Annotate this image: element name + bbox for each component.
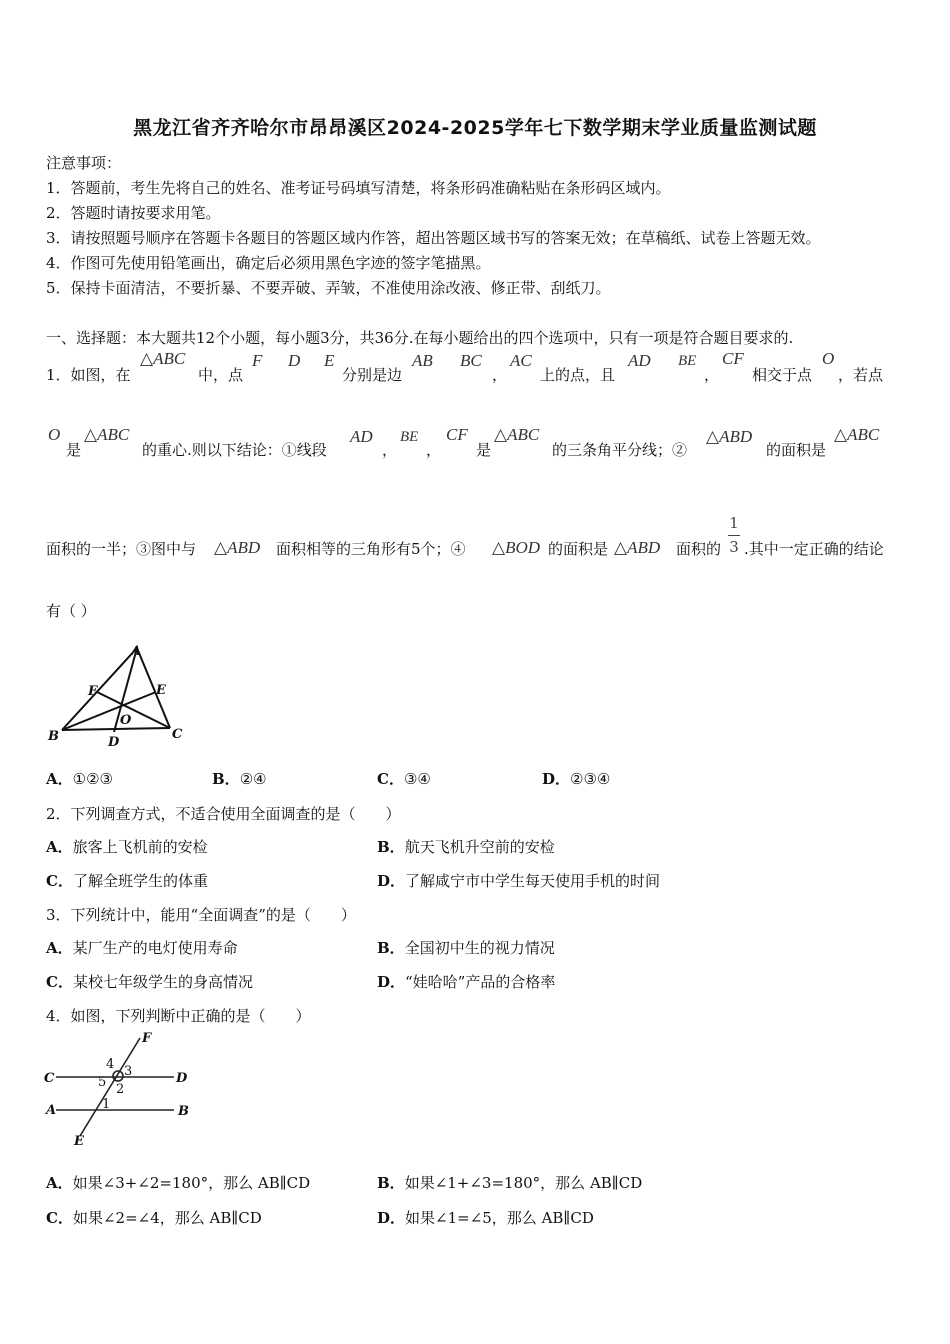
math-tri-abc: △ABC	[140, 349, 186, 368]
label-c: C	[172, 727, 183, 742]
label-f: F	[88, 684, 98, 699]
q1-text: 的重心.则以下结论：①线段	[142, 441, 327, 459]
q1-text: 的面积是	[548, 540, 609, 558]
q3-option-a[interactable]: A．某厂生产的电灯使用寿命	[46, 939, 238, 957]
math-o: O	[48, 425, 61, 444]
notice-item: 4．作图可先使用铅笔画出，确定后必须用黑色字迹的签字笔描黑。	[46, 254, 491, 272]
q2-option-b[interactable]: B．航天飞机升空前的安检	[377, 838, 555, 856]
label-b: B	[178, 1104, 189, 1119]
label-o: O	[120, 713, 132, 728]
q1-text: 面积的一半；③图中与	[46, 540, 197, 558]
angle-5: 5	[98, 1075, 107, 1090]
q1-text: 分别是边	[342, 366, 403, 384]
q1-text: ，若点	[838, 366, 884, 384]
angle-3: 3	[124, 1064, 133, 1079]
fraction-denominator: 3	[729, 538, 739, 556]
q2-option-d[interactable]: D．了解咸宁市中学生每天使用手机的时间	[377, 872, 661, 890]
q1-triangle-figure	[44, 640, 194, 752]
q2-option-a[interactable]: A．旅客上飞机前的安检	[46, 838, 208, 856]
math-tri-abd: △ABD	[614, 538, 661, 557]
q1-option-c[interactable]: C．③④	[377, 770, 431, 788]
q1-text: 的面积是	[766, 441, 827, 459]
q3-option-c[interactable]: C．某校七年级学生的身高情况	[46, 973, 253, 991]
q1-number: 1．如图，在	[46, 366, 131, 384]
math-tri-bod: △BOD	[492, 538, 541, 557]
label-b: B	[48, 729, 59, 744]
q1-option-b[interactable]: B．②④	[212, 770, 267, 788]
q1-comma: ，	[704, 366, 720, 384]
notice-item: 3．请按照题号顺序在答题卡各题目的答题区域内作答，超出答题区域书写的答案无效；在草稿纸、试卷上答题无效。	[46, 229, 821, 247]
q1-text: 相交于点	[752, 366, 813, 384]
math-ac: AC	[510, 351, 532, 370]
q3-stem: 3．下列统计中，能用“全面调查”的是（ ）	[46, 906, 356, 924]
math-e: E	[324, 351, 335, 370]
math-o: O	[822, 349, 835, 368]
math-f: F	[252, 351, 263, 370]
q2-option-c[interactable]: C．了解全班学生的体重	[46, 872, 208, 890]
q4-option-d[interactable]: D．如果∠1=∠5，那么 AB∥CD	[377, 1209, 594, 1227]
q4-lines-figure	[40, 1030, 200, 1148]
math-ad: AD	[628, 351, 651, 370]
q1-comma: ，	[426, 441, 442, 459]
q1-option-d[interactable]: D．②③④	[542, 770, 611, 788]
q1-option-a[interactable]: A．①②③	[46, 770, 113, 788]
angle-4: 4	[106, 1057, 115, 1072]
math-be: BE	[678, 353, 697, 369]
label-d: D	[176, 1071, 188, 1086]
math-tri-abc: △ABC	[494, 425, 540, 444]
q3-option-b[interactable]: B．全国初中生的视力情况	[377, 939, 555, 957]
q1-text: 的三条角平分线；②	[552, 441, 688, 459]
q1-text: 上的点，且	[540, 366, 616, 384]
q3-option-d[interactable]: D．“娃哈哈”产品的合格率	[377, 973, 556, 991]
math-bc: BC	[460, 351, 482, 370]
math-tri-abd: △ABD	[214, 538, 261, 557]
math-tri-abd: △ABD	[706, 427, 753, 446]
q1-text: 面积相等的三角形有5个；④	[276, 540, 466, 558]
section-heading: 一、选择题：本大题共12个小题，每小题3分，共36分.在每小题给出的四个选项中，只有一项是符合题目要求的.	[46, 329, 794, 347]
q1-comma: ，	[382, 441, 398, 459]
q1-comma: ，	[492, 366, 508, 384]
fraction-numerator: 1	[729, 514, 739, 532]
math-cf: CF	[446, 425, 468, 444]
label-c: C	[44, 1071, 55, 1086]
math-cf: CF	[722, 349, 744, 368]
math-d: D	[288, 351, 301, 370]
q1-text: 面积的	[676, 540, 722, 558]
q4-option-b[interactable]: B．如果∠1+∠3=180°，那么 AB∥CD	[377, 1174, 643, 1192]
label-e: E	[74, 1134, 84, 1148]
q1-text: 是	[476, 441, 492, 459]
q4-stem: 4．如图，下列判断中正确的是（ ）	[46, 1007, 311, 1025]
q4-option-c[interactable]: C．如果∠2=∠4，那么 AB∥CD	[46, 1209, 262, 1227]
label-f: F	[142, 1031, 152, 1046]
math-be: BE	[400, 429, 419, 445]
label-a: A	[46, 1103, 57, 1118]
q1-text: 有（ ）	[46, 602, 96, 620]
math-tri-abc: △ABC	[834, 425, 880, 444]
label-e: E	[156, 683, 166, 698]
q1-text: 是	[66, 441, 82, 459]
label-a: A	[131, 644, 142, 659]
label-d: D	[108, 735, 120, 750]
notice-item: 2．答题时请按要求用笔。	[46, 204, 221, 222]
angle-1: 1	[102, 1097, 111, 1112]
notice-item: 1．答题前，考生先将自己的姓名、准考证号码填写清楚，将条形码准确粘贴在条形码区域内。	[46, 179, 671, 197]
math-tri-abc: △ABC	[84, 425, 130, 444]
q1-text: 中，点	[198, 366, 244, 384]
q2-stem: 2．下列调查方式，不适合使用全面调查的是（ ）	[46, 805, 401, 823]
notice-heading: 注意事项：	[46, 154, 122, 172]
page-title: 黑龙江省齐齐哈尔市昂昂溪区2024-2025学年七下数学期末学业质量监测试题	[133, 117, 817, 139]
math-ab: AB	[412, 351, 433, 370]
notice-item: 5．保持卡面清洁，不要折暴、不要弄破、弄皱，不准使用涂改液、修正带、刮纸刀。	[46, 279, 611, 297]
angle-2: 2	[116, 1082, 125, 1097]
q4-option-a[interactable]: A．如果∠3+∠2=180°，那么 AB∥CD	[46, 1174, 311, 1192]
math-ad: AD	[350, 427, 373, 446]
q1-text: .其中一定正确的结论	[744, 540, 884, 558]
